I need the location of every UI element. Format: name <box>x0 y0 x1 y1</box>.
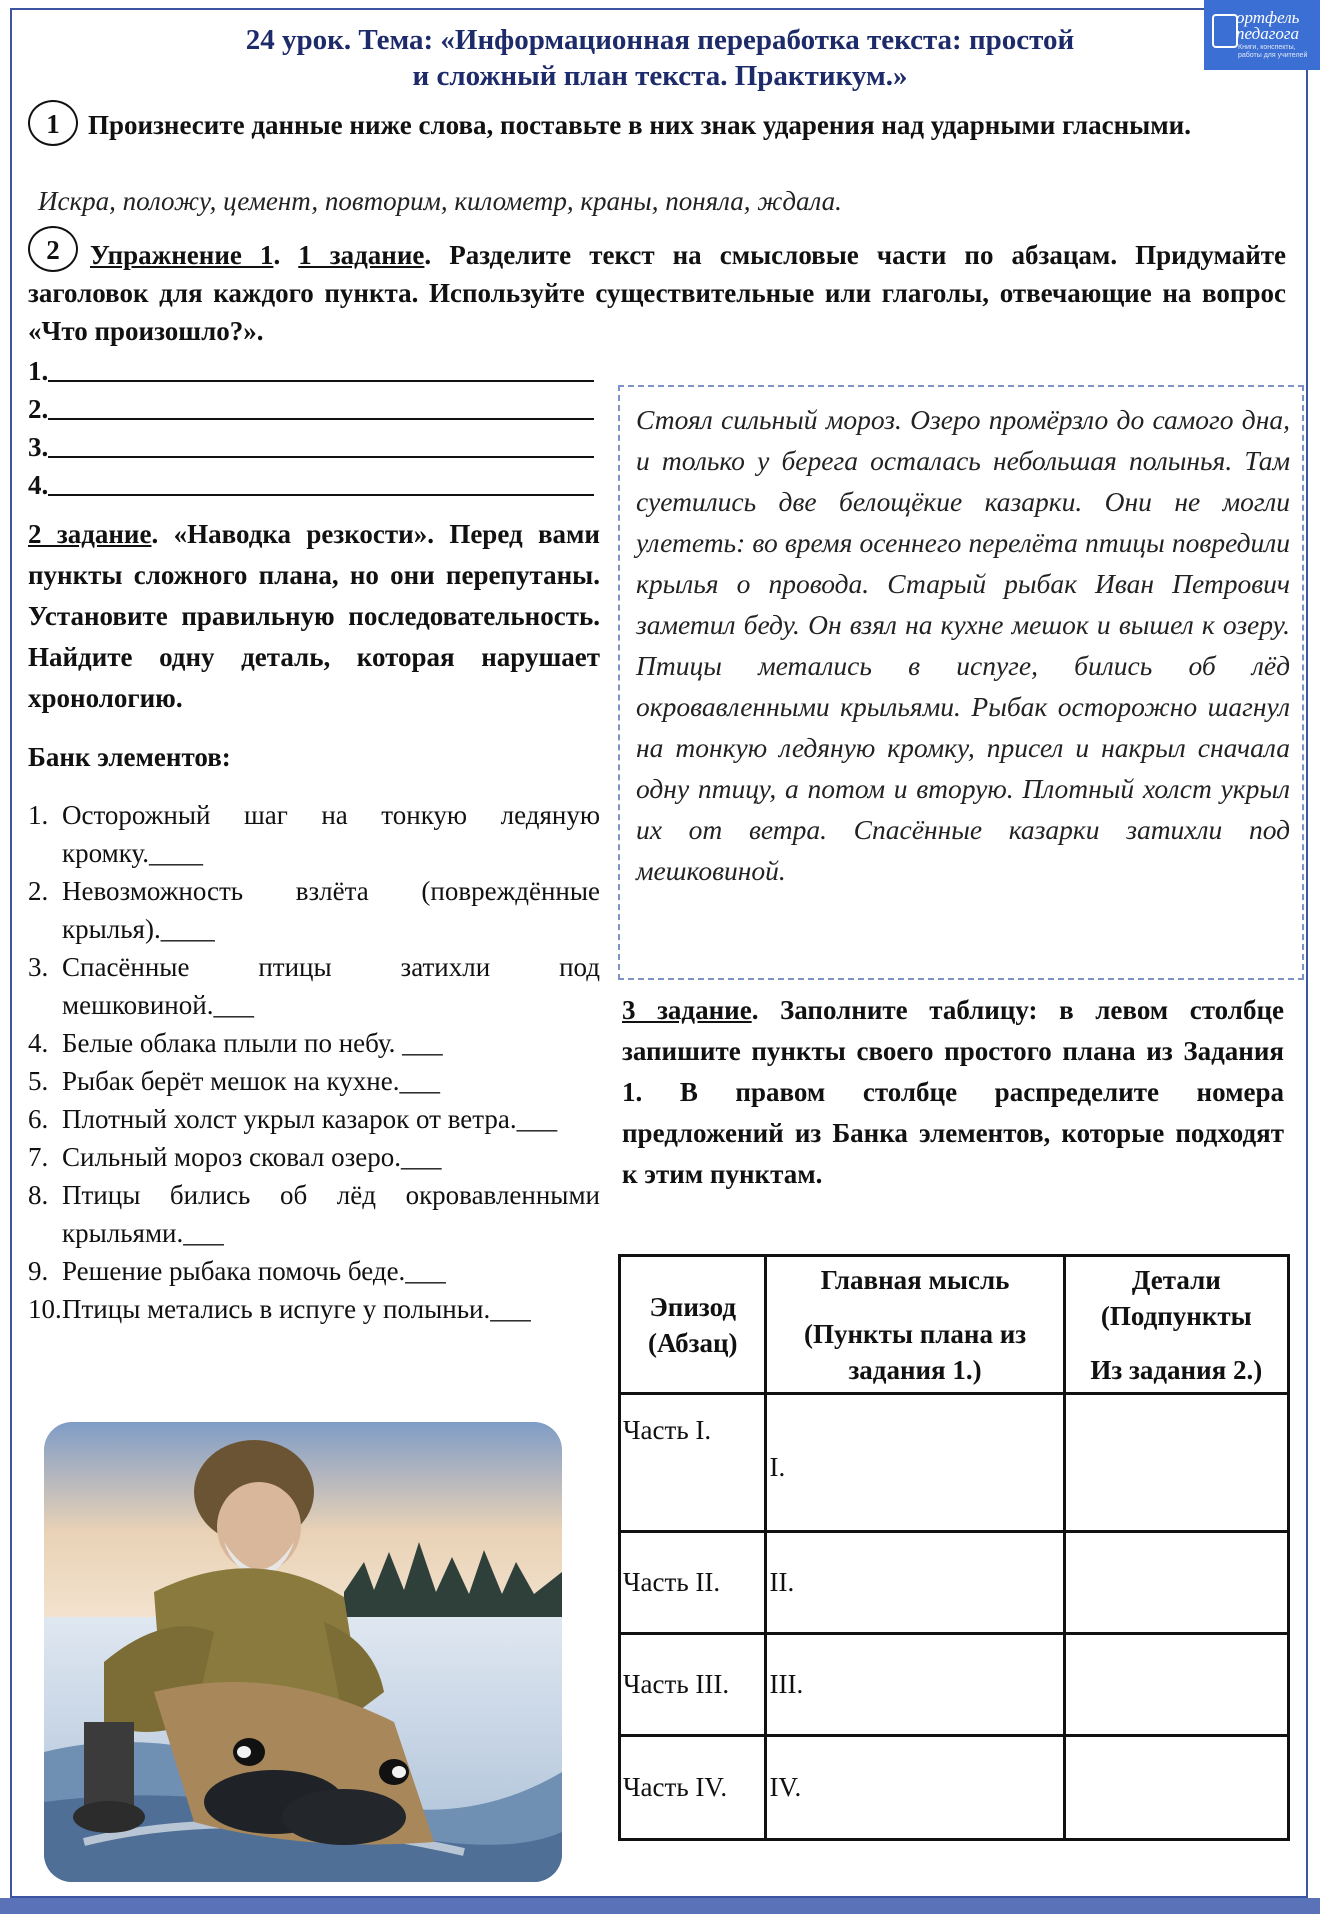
publisher-logo <box>1204 0 1320 70</box>
list-item: 3. Спасённые птицы затихли под мешковиной.___ <box>28 952 600 1020</box>
row-plan-cell[interactable]: I. <box>766 1394 1064 1532</box>
task-2-text: . Разделите текст на смысловые части по абзацам. Придумайте заголовок для каждого пункта. Используйте существительные или глаголы, отвечающие на вопрос «Что произошло?». <box>28 240 1287 346</box>
illustration-svg <box>44 1422 562 1882</box>
answer-line[interactable]: 1. <box>28 352 594 390</box>
task-1-words: Искра, положу, цемент, повторим, километр, краны, поняла, ждала. <box>38 186 842 216</box>
page-title <box>140 22 1180 94</box>
plan-table <box>618 1254 1290 1841</box>
list-item: 8. Птицы бились об лёд окровавленными крыльями.___ <box>28 1180 600 1248</box>
logo-line-1: ортфель <box>1236 8 1300 27</box>
answer-line[interactable]: 2. <box>28 390 594 428</box>
task-2b-instruction <box>28 514 600 719</box>
task-2-instruction: Упражнение 1. 1 задание. Разделите текст на смысловые части по абзацам. Придумайте заголовок для каждого пункта. Используйте существительные или глаголы, отвечающие на вопрос «Что произошло?». <box>28 240 1287 346</box>
list-item: 9. Решение рыбака помочь беде.___ <box>28 1256 446 1286</box>
row-part-label: Часть IV. <box>620 1736 766 1840</box>
table-header-row <box>620 1256 1289 1394</box>
list-item: 10. Птицы метались в испуге у полыньи.___ <box>28 1294 531 1324</box>
bottom-bar <box>0 1898 1320 1914</box>
logo-line-2: педагога <box>1236 24 1299 43</box>
list-item: 1. Осторожный шаг на тонкую ледяную кромку.____ <box>28 800 600 868</box>
fisherman-illustration <box>44 1422 562 1882</box>
table-row <box>620 1736 1289 1840</box>
row-plan-cell[interactable]: IV. <box>766 1736 1064 1840</box>
briefcase-icon <box>1212 14 1238 48</box>
row-details-cell[interactable] <box>1064 1394 1288 1532</box>
title-line-1: 24 урок. Тема: «Информационная переработка текста: простой <box>245 24 1075 56</box>
answer-lines <box>28 352 594 504</box>
header-main-idea: Главная мысль (Пункты плана из задания 1.) <box>766 1256 1064 1394</box>
list-item: 4. Белые облака плыли по небу. ___ <box>28 1028 443 1058</box>
list-item: 2. Невозможность взлёта (повреждённые крылья).____ <box>28 876 600 944</box>
table-row <box>620 1634 1289 1736</box>
list-item: 6. Плотный холст укрыл казарок от ветра.___ <box>28 1104 558 1134</box>
task-1-number: 1 <box>28 100 78 146</box>
bank-title: Банк элементов: <box>28 742 231 772</box>
row-part-label: Часть I. <box>620 1394 766 1532</box>
list-item: 5. Рыбак берёт мешок на кухне.___ <box>28 1066 440 1096</box>
table-row <box>620 1532 1289 1634</box>
task-1-instruction: Произнесите данные ниже слова, поставьте в них знак ударения над ударными гласными. <box>88 110 1191 140</box>
answer-line[interactable]: 4. <box>28 466 594 504</box>
row-details-cell[interactable] <box>1064 1634 1288 1736</box>
header-details: Детали (Подпункты Из задания 2.) <box>1064 1256 1288 1394</box>
row-details-cell[interactable] <box>1064 1532 1288 1634</box>
exercise-label: Упражнение 1 <box>90 240 274 270</box>
task-2b-label: 2 задание <box>28 519 152 549</box>
task-3-label: 3 задание <box>622 995 752 1025</box>
table-row <box>620 1394 1289 1532</box>
list-item: 7. Сильный мороз сковал озеро.___ <box>28 1142 442 1172</box>
task-3-text: . Заполните таблицу: в левом столбце запишите пункты своего простого плана из Задания 1. В правом столбце распределите номера предложений из Банка элементов, которые подходят к этим пунктам. <box>622 995 1284 1189</box>
task-2-number: 2 <box>28 226 78 272</box>
task-3-instruction <box>622 990 1284 1195</box>
row-plan-cell[interactable]: III. <box>766 1634 1064 1736</box>
bank-list <box>28 796 600 1328</box>
header-episode: Эпизод (Абзац) <box>620 1256 766 1394</box>
task-2b-text: . «Наводка резкости». Перед вами пункты сложного плана, но они перепутаны. Установите правильную последовательность. Найдите одну деталь, которая нарушает хронологию. <box>28 519 600 713</box>
logo-tagline: Книги, конспекты, работы для учителей <box>1238 44 1308 59</box>
row-part-label: Часть II. <box>620 1532 766 1634</box>
answer-line[interactable]: 3. <box>28 428 594 466</box>
task-label: 1 задание <box>298 240 425 270</box>
title-line-2: и сложный план текста. Практикум.» <box>412 60 908 92</box>
row-details-cell[interactable] <box>1064 1736 1288 1840</box>
row-plan-cell[interactable]: II. <box>766 1532 1064 1634</box>
row-part-label: Часть III. <box>620 1634 766 1736</box>
story-text-box: Стоял сильный мороз. Озеро промёрзло до самого дна, и только у берега осталась небольшая полынья. Там суетились две белощёкие казарки. Они не могли улететь: во время осеннего перелёта птицы повредили крылья о провода. Старый рыбак Иван Петрович заметил беду. Он взял на кухне мешок и вышел к озеру. Птицы метались в испуге, бились об лёд окровавленными крыльями. Рыбак осторожно шагнул на тонкую ледяную кромку, присел и накрыл сначала одну птицу, а потом и вторую. Плотный холст укрыл их от ветра. Спасённые казарки затихли под мешковиной. <box>618 385 1304 980</box>
